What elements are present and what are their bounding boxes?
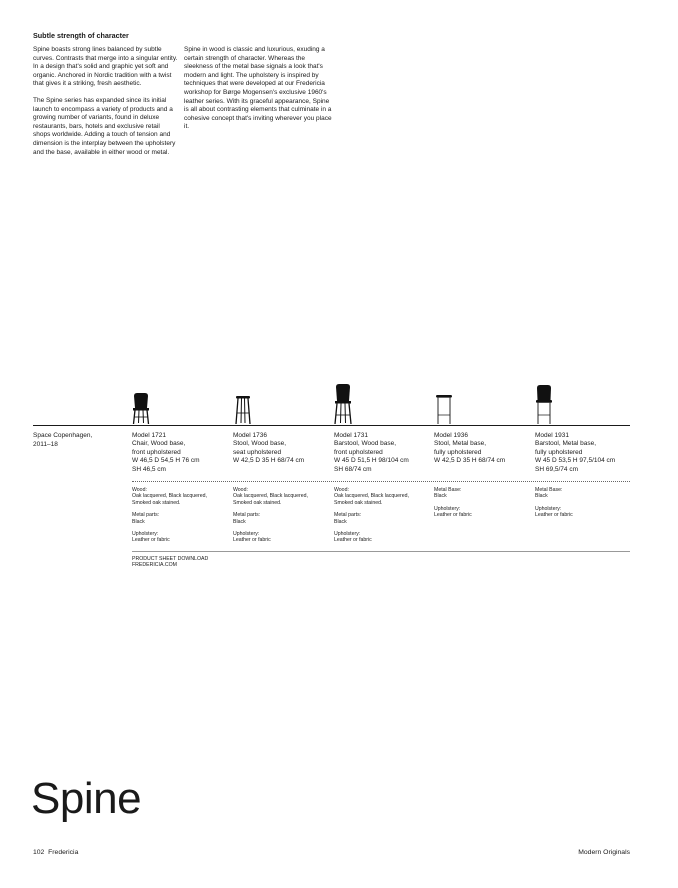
model-number: Model 1931 <box>535 432 569 439</box>
material-value: Oak lacquered, Black lacquered, <box>132 493 207 500</box>
model-number: Model 1731 <box>334 432 368 439</box>
download-rule <box>132 551 630 552</box>
model-number: Model 1936 <box>434 432 468 439</box>
model-number: Model 1736 <box>233 432 267 439</box>
product-dimensions: W 46,5 D 54,5 H 76 cm <box>132 457 200 465</box>
product-model-1721 <box>132 432 228 474</box>
material-label: Metal parts: <box>334 512 362 519</box>
material-label: Wood: <box>233 487 248 493</box>
material-value: Smoked oak stained. <box>233 499 282 506</box>
material-label: Upholstery: <box>535 505 562 512</box>
material-label: Wood: <box>132 487 147 493</box>
material-group <box>132 487 207 506</box>
materials-model-1936 <box>434 487 472 525</box>
material-value: Black <box>132 518 145 525</box>
material-value: Black <box>535 493 548 500</box>
material-label: Metal Base: <box>535 487 563 493</box>
product-dimensions: W 45 D 53,5 H 97,5/104 cm <box>535 457 616 465</box>
material-label: Upholstery: <box>334 531 361 538</box>
footer-section-name: Modern Originals <box>578 849 630 856</box>
barstool-metal-icon <box>529 382 559 424</box>
seat-height: SH 46,5 cm <box>132 465 166 473</box>
product-type: Stool, Wood base, <box>233 440 286 448</box>
product-upholstery: front upholstered <box>334 448 383 456</box>
material-label: Upholstery: <box>233 531 260 538</box>
materials-model-1736 <box>233 487 308 550</box>
material-group <box>233 531 308 544</box>
material-group <box>334 531 409 544</box>
material-label: Metal parts: <box>132 512 160 519</box>
spec-divider <box>132 481 630 482</box>
chair-wood-icon <box>126 382 156 424</box>
product-type: Chair, Wood base, <box>132 440 186 448</box>
material-label: Wood: <box>334 487 349 493</box>
material-group <box>535 487 573 500</box>
intro-paragraph: Spine in wood is classic and luxurious, exuding a certain strength of character. Whereas the sleekness of the metal base signals a look that's modern and light. The upholstery is inspired by techniques that were developed at our Fredericia workshop for Børge Mogensen's exclusive 1960's leather series. With its graceful appearance, Spine is all about contrasting elements that culminate in a cohesive concept that's inviting wherever you place it. <box>184 46 332 131</box>
model-number: Model 1721 <box>132 432 166 439</box>
material-label: Upholstery: <box>132 531 159 538</box>
footer-page-info <box>33 849 78 856</box>
designer-name: Space Copenhagen, <box>33 432 93 439</box>
product-dimensions: W 42,5 D 35 H 68/74 cm <box>233 457 305 465</box>
intro-paragraph: The Spine series has expanded since its initial launch to encompass a variety of products and a growing number of variants, found in deluxe restaurants, bars, hotels and exclusive retail shops worldwide. Adding a touch of tension and dimension is the interplay between the upholstery and the base, available in either wood or metal. <box>33 96 176 156</box>
product-model-1736 <box>233 432 329 466</box>
download-label: PRODUCT SHEET DOWNLOAD <box>132 556 209 562</box>
product-upholstery: front upholstered <box>132 448 181 456</box>
intro-paragraph: Spine boasts strong lines balanced by subtle curves. Contrasts that merge into a singular entity. In a design that's solid and graphic yet soft and organic. Anchored in Nordic tradition with a twist that gives it a striking, fresh aesthetic. <box>33 46 178 88</box>
material-group <box>434 506 472 519</box>
materials-model-1721 <box>132 487 207 550</box>
product-sheet-download[interactable] <box>132 556 208 569</box>
materials-model-1931 <box>535 487 573 525</box>
seat-height: SH 68/74 cm <box>334 465 372 473</box>
product-upholstery: fully upholstered <box>535 448 583 456</box>
material-label: Upholstery: <box>434 505 461 512</box>
product-model-1931 <box>535 432 631 474</box>
stool-metal-icon <box>429 382 459 424</box>
material-value: Smoked oak stained. <box>132 499 181 506</box>
stool-wood-icon <box>228 382 258 424</box>
product-upholstery: fully upholstered <box>434 448 482 456</box>
material-value: Smoked oak stained. <box>334 499 383 506</box>
barstool-wood-icon <box>328 382 358 424</box>
material-value: Leather or fabric <box>334 537 372 544</box>
material-group <box>233 487 308 506</box>
material-value: Leather or fabric <box>233 537 271 544</box>
material-group <box>334 512 409 525</box>
brand-name: Fredericia <box>48 849 79 856</box>
material-group <box>132 512 207 525</box>
material-value: Black <box>434 493 447 500</box>
material-value: Leather or fabric <box>132 537 170 544</box>
material-group <box>334 487 409 506</box>
material-value: Oak lacquered, Black lacquered, <box>334 493 409 500</box>
product-upholstery: seat upholstered <box>233 448 282 456</box>
material-value: Leather or fabric <box>535 512 573 519</box>
intro-column-2 <box>184 46 334 140</box>
section-heading: Subtle strength of character <box>33 31 129 40</box>
product-type: Barstool, Wood base, <box>334 440 397 448</box>
baseline-rule <box>33 425 630 426</box>
material-group <box>233 512 308 525</box>
download-link[interactable]: FREDERICIA.COM <box>132 562 177 569</box>
material-value: Black <box>233 518 246 525</box>
intro-column-1 <box>33 46 178 165</box>
page-number: 102 <box>33 849 45 856</box>
material-group <box>535 506 573 519</box>
material-value: Leather or fabric <box>434 512 472 519</box>
product-model-1731 <box>334 432 430 474</box>
product-dimensions: W 45 D 51,5 H 98/104 cm <box>334 457 409 465</box>
material-group <box>132 531 207 544</box>
materials-model-1731 <box>334 487 409 550</box>
design-years: 2011–18 <box>33 440 58 448</box>
material-label: Metal Base: <box>434 487 462 493</box>
seat-height: SH 69,5/74 cm <box>535 465 578 473</box>
collection-credit <box>33 432 128 449</box>
product-dimensions: W 42,5 D 35 H 68/74 cm <box>434 457 506 465</box>
material-group <box>434 487 472 500</box>
product-type: Stool, Metal base, <box>434 440 487 448</box>
series-title: Spine <box>31 774 142 823</box>
product-model-1936 <box>434 432 530 466</box>
material-label: Metal parts: <box>233 512 261 519</box>
material-value: Black <box>334 518 347 525</box>
material-value: Oak lacquered, Black lacquered, <box>233 493 308 500</box>
product-type: Barstool, Metal base, <box>535 440 597 448</box>
